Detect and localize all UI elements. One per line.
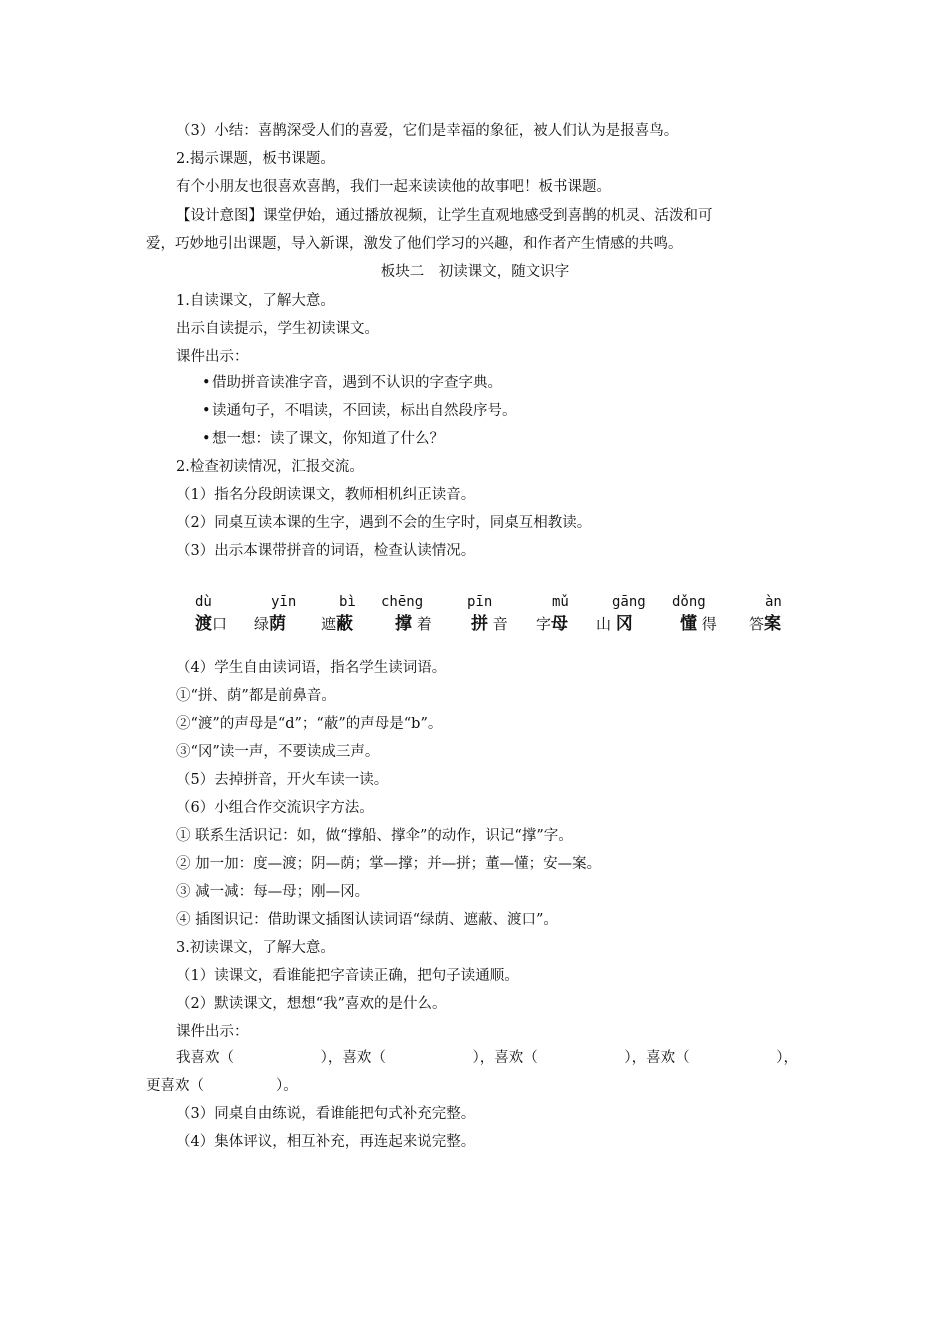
bullet-icon: • xyxy=(202,375,211,391)
target-char: 懂 xyxy=(680,614,697,634)
fill-text: ），喜欢（ xyxy=(320,1050,386,1066)
reveal-topic-step: 2.揭示课题，板书课题。 xyxy=(176,151,335,167)
summary-line: （3）小结：喜鹊深受人们的喜爱，它们是幸福的象征，被人们认为是报喜鸟。 xyxy=(176,123,679,139)
step-2-heading: 2.检查初读情况，汇报交流。 xyxy=(176,459,364,475)
pronunciation-note-1: ①“拼、荫”都是前鼻音。 xyxy=(176,688,336,704)
bullet-item xyxy=(202,429,444,449)
pinyin-word xyxy=(536,613,568,635)
design-intent-line-2: 爱，巧妙地引出课题，导入新课，激发了他们学习的兴趣，和作者产生情感的共鸣。 xyxy=(146,236,683,252)
pinyin-label: dǒng xyxy=(672,594,706,610)
word-char: 山 xyxy=(596,615,612,633)
step-2-item-6: （6）小组合作交流识字方法。 xyxy=(176,800,374,816)
fill-text: ），喜欢（ xyxy=(472,1050,538,1066)
pinyin-label: pīn xyxy=(467,594,493,610)
design-intent-line-1: 【设计意图】课堂伊始，通过播放视频，让学生直观地感受到喜鹊的机灵、活泼和可 xyxy=(176,208,713,224)
word-char: 音 xyxy=(492,615,508,633)
target-char: 撑 xyxy=(395,614,412,634)
step-3-item-3: （3）同桌自由练说，看谁能把句式补充完整。 xyxy=(176,1106,476,1122)
step-3-item-1: （1）读课文，看谁能把字音读正确，把句子读通顺。 xyxy=(176,968,519,984)
pinyin-label: bì xyxy=(339,594,356,610)
word-char: 口 xyxy=(212,615,228,633)
fill-text: ）， xyxy=(776,1050,798,1066)
pinyin-label: gāng xyxy=(612,594,646,610)
literacy-method-2: ② 加一加：度—渡；阴—荫；掌—撑；并—拼；董—懂；安—案。 xyxy=(176,856,602,872)
pinyin-label: chēng xyxy=(381,594,424,610)
word-char: 着 xyxy=(416,615,432,633)
word-char: 遮 xyxy=(321,615,337,633)
literacy-method-4: ④ 插图识记：借助课文插图认读词语“绿荫、遮蔽、渡口”。 xyxy=(176,912,558,928)
bullet-icon: • xyxy=(202,431,211,447)
step-2-item-5: （5）去掉拼音，开火车读一读。 xyxy=(176,772,389,788)
pinyin-label: dù xyxy=(195,594,212,610)
pinyin-word xyxy=(321,613,353,635)
fill-in-sentence-line-1 xyxy=(176,1048,798,1068)
literacy-method-3: ③ 减一减：每—母；刚—冈。 xyxy=(176,884,370,900)
bullet-text: 借助拼音读准字音，遇到不认识的字查字典。 xyxy=(212,375,502,391)
step-3-heading: 3.初读课文，了解大意。 xyxy=(176,940,335,956)
pinyin-word xyxy=(395,613,432,635)
bullet-icon: • xyxy=(202,403,211,419)
word-char: 答 xyxy=(749,615,765,633)
pinyin-word xyxy=(680,613,717,635)
fill-text: ），喜欢（ xyxy=(624,1050,690,1066)
bullet-text: 读通句子，不唱读，不回读，标出自然段序号。 xyxy=(212,403,517,419)
pinyin-label: mǔ xyxy=(552,594,569,610)
intro-sentence: 有个小朋友也很喜欢喜鹊，我们一起来读读他的故事吧！板书课题。 xyxy=(176,179,611,195)
target-char: 案 xyxy=(764,614,782,634)
fill-text: 我喜欢（ xyxy=(176,1050,234,1066)
step-2-item-4: （4）学生自由读词语，指名学生读词语。 xyxy=(176,660,447,676)
step-2-item-2: （2）同桌互读本课的生字，遇到不会的生字时，同桌互相教读。 xyxy=(176,515,592,531)
step-1-instruction: 出示自读提示，学生初读课文。 xyxy=(176,321,379,337)
target-char: 蔽 xyxy=(336,614,354,634)
pronunciation-note-2: ②“渡”的声母是“d”；“蔽”的声母是“b”。 xyxy=(176,716,443,732)
word-char: 绿 xyxy=(254,615,270,633)
section-heading: 板块二 初读课文，随文识字 xyxy=(380,264,570,280)
word-char: 得 xyxy=(701,615,717,633)
literacy-method-1: ① 联系生活识记：如，做“撑船、撑伞”的动作，识记“撑”字。 xyxy=(176,828,573,844)
fill-text: 更喜欢（ xyxy=(146,1078,204,1094)
fill-in-sentence-line-2 xyxy=(146,1076,298,1096)
pronunciation-note-3: ③“冈”读一声，不要读成三声。 xyxy=(176,744,380,760)
target-char: 荫 xyxy=(269,614,287,634)
step-3-item-2: （2）默读课文，想想“我”喜欢的是什么。 xyxy=(176,996,447,1012)
design-intent-paragraph xyxy=(146,202,798,258)
pinyin-word xyxy=(749,613,781,635)
target-char: 渡 xyxy=(195,614,212,634)
pinyin-word xyxy=(195,613,227,635)
courseware-label: 课件出示： xyxy=(176,1024,249,1040)
step-1-heading: 1.自读课文，了解大意。 xyxy=(176,293,335,309)
bullet-item xyxy=(202,401,517,421)
bullet-item xyxy=(202,373,502,393)
target-char: 拼 xyxy=(471,614,488,634)
bullet-text: 想一想：读了课文，你知道了什么？ xyxy=(212,431,444,447)
step-3-item-4: （4）集体评议，相互补充，再连起来说完整。 xyxy=(176,1134,476,1150)
courseware-label: 课件出示： xyxy=(176,349,249,365)
step-2-item-1: （1）指名分段朗读课文，教师相机纠正读音。 xyxy=(176,487,476,503)
pinyin-word xyxy=(254,613,286,635)
fill-text: ）。 xyxy=(276,1078,298,1094)
pinyin-word xyxy=(596,613,633,635)
target-char: 冈 xyxy=(615,614,633,634)
word-char: 字 xyxy=(536,615,552,633)
pinyin-word xyxy=(471,613,508,635)
pinyin-label: yīn xyxy=(271,594,297,610)
pinyin-word-list xyxy=(0,593,950,639)
pinyin-label: àn xyxy=(765,594,782,610)
target-char: 母 xyxy=(551,614,569,634)
step-2-item-3: （3）出示本课带拼音的词语，检查认读情况。 xyxy=(176,543,476,559)
